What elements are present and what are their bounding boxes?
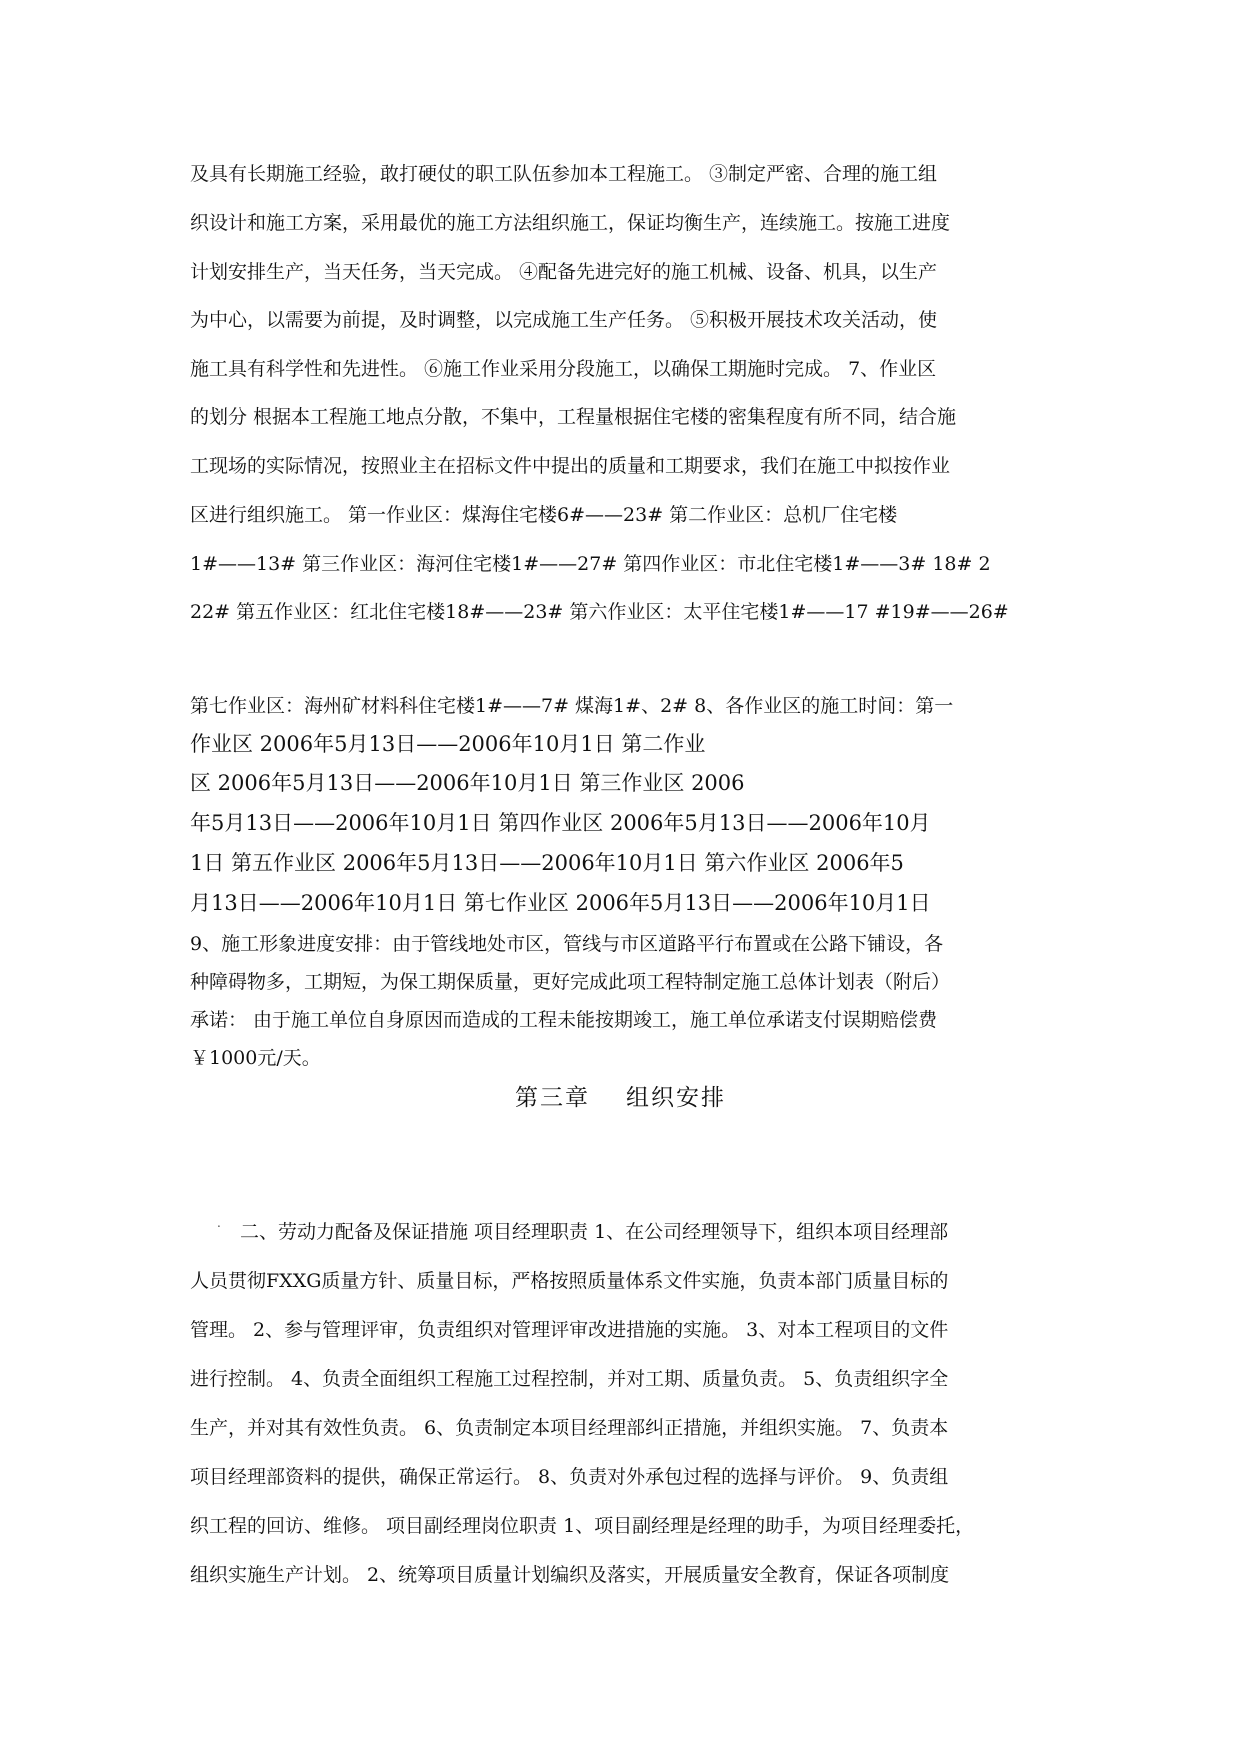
text-line: 项目经理部资料的提供，确保正常运行。 8、负责对外承包过程的选择与评价。 9、负责组	[190, 1466, 949, 1488]
text-line: 管理。 2、参与管理评审，负责组织对管理评审改进措施的实施。 3、对本工程项目的文件	[190, 1319, 949, 1341]
text-line: 组织实施生产计划。 2、统筹项目质量计划编织及落实，开展质量安全教育，保证各项制度	[190, 1564, 950, 1586]
text-line: 织设计和施工方案，采用最优的施工方法组织施工，保证均衡生产，连续施工。按施工进度	[190, 212, 951, 234]
text-line: 1日 第五作业区 2006年5月13日——2006年10月1日 第六作业区 2006年5	[190, 851, 904, 875]
text-line: 种障碍物多，工期短，为保工期保质量，更好完成此项工程特制定施工总体计划表（附后）	[190, 971, 951, 993]
text-line: 工现场的实际情况，按照业主在招标文件中提出的质量和工期要求，我们在施工中拟按作业	[190, 455, 951, 477]
text-line: 月13日——2006年10月1日 第七作业区 2006年5月13日——2006年10月1日	[190, 891, 931, 915]
chapter-number: 第三章	[515, 1085, 590, 1111]
text-line: 第七作业区：海州矿材料科住宅楼1#——7# 煤海1#、2# 8、各作业区的施工时间：第一	[190, 695, 954, 717]
text-line: 1#——13# 第三作业区：海河住宅楼1#——27# 第四作业区：市北住宅楼1#——3# 18# 2	[190, 553, 991, 575]
text-line: ￥1000元/天。	[190, 1047, 321, 1069]
text-line: 9、施工形象进度安排：由于管线地处市区，管线与市区道路平行布置或在公路下铺设，各	[190, 933, 944, 955]
text-line: 及具有长期施工经验，敢打硬仗的职工队伍参加本工程施工。 ③制定严密、合理的施工组	[190, 163, 938, 185]
text-line: 区 2006年5月13日——2006年10月1日 第三作业区 2006	[190, 771, 745, 795]
text-line: 年5月13日——2006年10月1日 第四作业区 2006年5月13日——2006年10月	[190, 811, 931, 835]
text-line: 区进行组织施工。 第一作业区：煤海住宅楼6#——23# 第二作业区：总机厂住宅楼	[190, 504, 898, 526]
chapter-heading	[0, 1079, 1241, 1112]
text-line: 22# 第五作业区：红北住宅楼18#——23# 第六作业区：太平住宅楼1#——17 #19#——26#	[190, 601, 1009, 623]
text-line: 二、劳动力配备及保证措施 项目经理职责 1、在公司经理领导下，组织本项目经理部	[240, 1221, 949, 1243]
text-line: 的划分 根据本工程施工地点分散，不集中，工程量根据住宅楼的密集程度有所不同，结合施	[190, 406, 957, 428]
stray-mark: .	[217, 1216, 221, 1230]
text-line: 人员贯彻FXXG质量方针、质量目标，严格按照质量体系文件实施，负责本部门质量目标的	[190, 1270, 949, 1292]
text-line: 承诺： 由于施工单位自身原因而造成的工程未能按期竣工，施工单位承诺支付误期赔偿费	[190, 1009, 938, 1031]
text-line: 织工程的回访、维修。 项目副经理岗位职责 1、项目副经理是经理的助手，为项目经理委托，	[190, 1515, 975, 1537]
text-line: 计划安排生产，当天任务，当天完成。 ④配备先进完好的施工机械、设备、机具，以生产	[190, 261, 938, 283]
chapter-title: 组织安排	[626, 1085, 726, 1111]
text-line: 为中心，以需要为前提，及时调整，以完成施工生产任务。 ⑤积极开展技术攻关活动，使	[190, 309, 938, 331]
text-line: 进行控制。 4、负责全面组织工程施工过程控制，并对工期、质量负责。 5、负责组织字全	[190, 1368, 949, 1390]
text-line: 生产，并对其有效性负责。 6、负责制定本项目经理部纠正措施，并组织实施。 7、负责本	[190, 1417, 949, 1439]
text-line: 作业区 2006年5月13日——2006年10月1日 第二作业	[190, 732, 706, 756]
text-line: 施工具有科学性和先进性。 ⑥施工作业采用分段施工，以确保工期施时完成。 7、作业区	[190, 358, 937, 380]
